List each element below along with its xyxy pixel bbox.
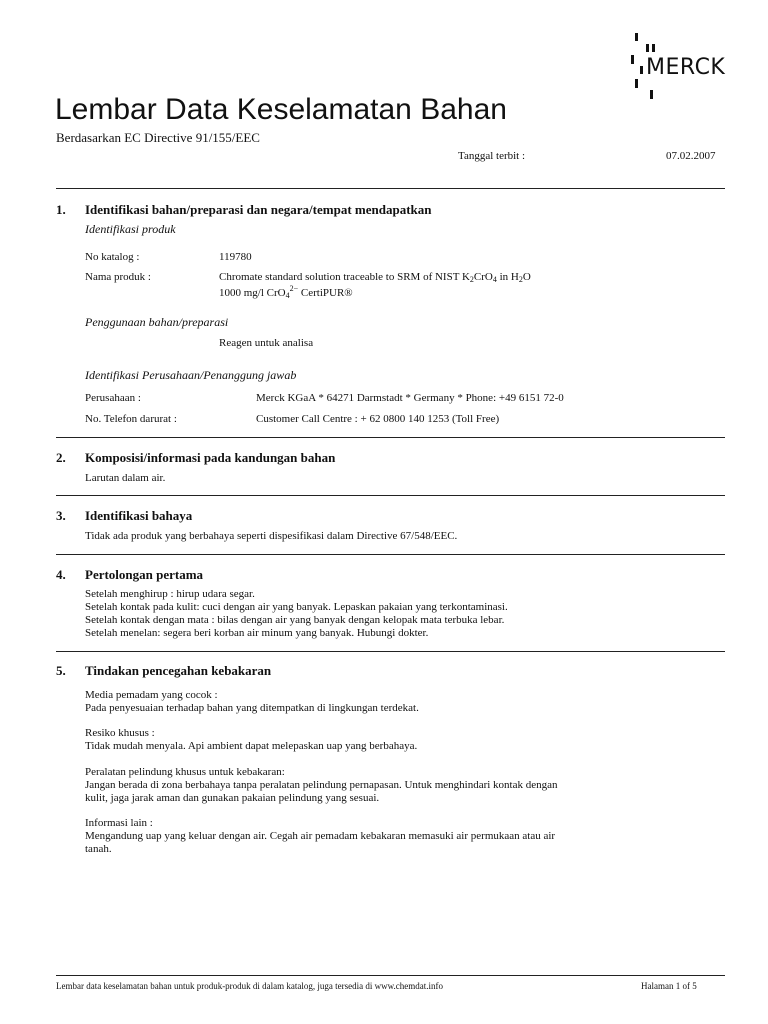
section-1-number: 1. [56,202,66,217]
protective-equipment-label: Peralatan pelindung khusus untuk kebakaran: [85,766,285,778]
catalog-number-value: 119780 [219,251,252,263]
divider [56,188,725,189]
usage-value: Reagen untuk analisa [219,337,314,349]
emergency-phone-label: No. Telefon darurat : [85,413,177,425]
extinguishing-media-text: Pada penyesuaian terhadap bahan yang ditempatkan di lingkungan terdekat. [85,701,419,714]
product-name-line-2: 1000 mg/l CrO$_4^{2-}$ CertiPUR® [219,284,353,301]
section-4-title: Pertolongan pertama [85,567,204,582]
divider [56,495,725,496]
page-number: Halaman 1 of 5 [641,981,697,991]
document-subtitle: Berdasarkan EC Directive 91/155/EEC [56,130,260,145]
section-2-number: 2. [56,450,66,465]
extinguishing-media [85,689,419,715]
section-3-text: Tidak ada produk yang berbahaya seperti dispesifikasi dalam Directive 67/548/EEC. [85,530,458,542]
issue-date-value: 07.02.2007 [666,150,716,162]
section-3-number: 3. [56,508,66,523]
section-1-title: Identifikasi bahan/preparasi dan negara/tempat mendapatkan [85,202,432,217]
other-information-line-1: Mengandung uap yang keluar dengan air. Cegah air pemadam kebakaran memasuki air permukaan atau air [85,829,556,842]
first-aid-list [85,588,508,640]
document-title: Lembar Data Keselamatan Bahan [55,93,507,126]
section-4-number: 4. [56,567,66,582]
special-risks-label: Resiko khusus : [85,727,155,739]
merck-logo [626,30,738,102]
other-information [85,817,555,856]
divider [56,437,725,438]
protective-equipment [85,766,558,805]
extinguishing-media-label: Media pemadam yang cocok : [85,689,218,701]
other-information-line-2: tanah. [85,842,112,855]
footer-divider [56,975,725,976]
section-2-title: Komposisi/informasi pada kandungan bahan [85,450,336,465]
first-aid-skin: Setelah kontak pada kulit: cuci dengan air yang banyak. Lepaskan pakaian yang terkontaminasi. [85,600,508,613]
protective-equipment-line-2: kulit, jaga jarak aman dan gunakan pakaian pelindung yang sesuai. [85,791,380,804]
section-5-number: 5. [56,663,66,678]
first-aid-eyes: Setelah kontak dengan mata : bilas dengan air yang banyak dengan kelopak mata terbuka lebar. [85,613,505,626]
product-identification-heading: Identifikasi produk [85,222,176,236]
other-information-label: Informasi lain : [85,817,153,829]
special-risks-text: Tidak mudah menyala. Api ambient dapat melepaskan uap yang berbahaya. [85,739,418,752]
first-aid-ingestion: Setelah menelan: segera beri korban air minum yang banyak. Hubungi dokter. [85,626,429,639]
protective-equipment-line-1: Jangan berada di zona berbahaya tanpa peralatan pelindung pernapasan. Untuk menghindari kontak dengan [85,778,558,791]
first-aid-inhalation: Setelah menghirup : hirup udara segar. [85,588,255,600]
emergency-phone-value: Customer Call Centre : + 62 0800 140 1253 (Toll Free) [256,413,500,425]
section-3-title: Identifikasi bahaya [85,508,193,523]
merck-logo-text: MERCK [646,55,726,80]
company-identification-heading: Identifikasi Perusahaan/Penanggung jawab [85,368,297,382]
section-2-text: Larutan dalam air. [85,472,166,484]
usage-heading: Penggunaan bahan/preparasi [85,315,229,329]
company-label: Perusahaan : [85,392,141,404]
catalog-number-label: No katalog : [85,251,140,263]
product-name-line-1: Chromate standard solution traceable to SRM of NIST $K_2CrO_4$ in $H_2O$ [219,271,531,284]
section-5-title: Tindakan pencegahan kebakaran [85,663,272,678]
product-name-value [219,271,531,301]
issue-date-label: Tanggal terbit : [458,150,526,162]
divider [56,651,725,652]
footer-note: Lembar data keselamatan bahan untuk produk-produk di dalam katalog, juga tersedia di www.chemdat.info [56,981,444,991]
divider [56,554,725,555]
company-value: Merck KGaA * 64271 Darmstadt * Germany * Phone: +49 6151 72-0 [256,392,564,404]
special-risks [85,727,417,753]
product-name-label: Nama produk : [85,271,151,283]
